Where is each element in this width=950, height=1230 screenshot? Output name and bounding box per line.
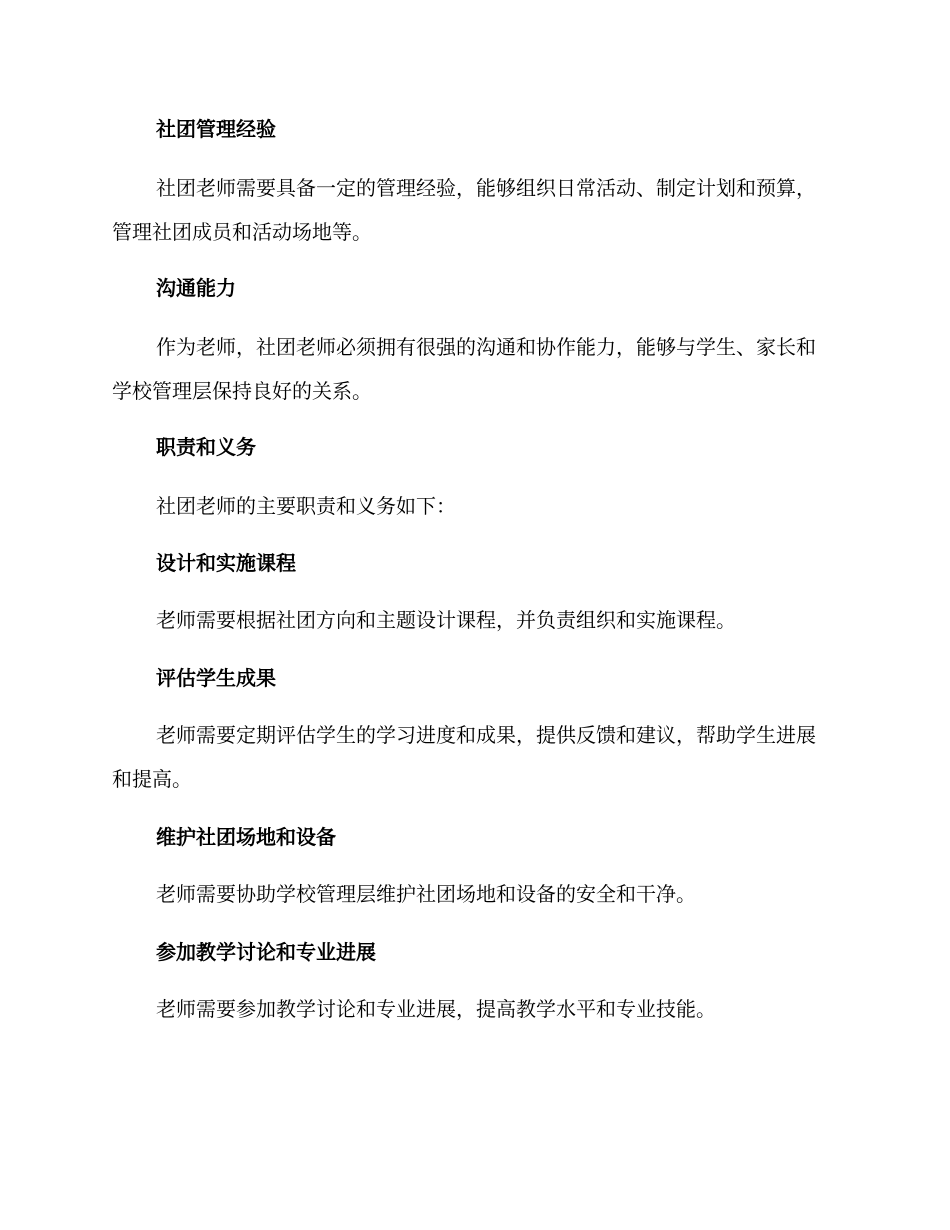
section-body-course-design: 老师需要根据社团方向和主题设计课程，并负责组织和实施课程。	[156, 608, 736, 632]
section-body-teaching-discussion: 老师需要参加教学讨论和专业进展，提高教学水平和专业技能。	[156, 997, 716, 1021]
section-heading-management-experience: 社团管理经验	[156, 117, 276, 141]
section-heading-teaching-discussion: 参加教学讨论和专业进展	[156, 940, 376, 964]
section-heading-course-design: 设计和实施课程	[156, 551, 296, 575]
section-body-duties: 社团老师的主要职责和义务如下：	[156, 494, 456, 518]
section-body-communication: 作为老师，社团老师必须拥有很强的沟通和协作能力，能够与学生、家长和学校管理层保持良好的关系。	[112, 335, 816, 403]
section-body-facility-maintenance: 老师需要协助学校管理层维护社团场地和设备的安全和干净。	[156, 882, 696, 906]
section-heading-student-assessment: 评估学生成果	[156, 666, 276, 690]
section-heading-communication: 沟通能力	[156, 276, 236, 300]
section-body-student-assessment: 老师需要定期评估学生的学习进度和成果，提供反馈和建议，帮助学生进展和提高。	[112, 723, 816, 791]
section-heading-duties: 职责和义务	[156, 435, 256, 459]
section-heading-facility-maintenance: 维护社团场地和设备	[156, 825, 336, 849]
section-body-management-experience: 社团老师需要具备一定的管理经验，能够组织日常活动、制定计划和预算，管理社团成员和活动场地等。	[112, 176, 816, 244]
